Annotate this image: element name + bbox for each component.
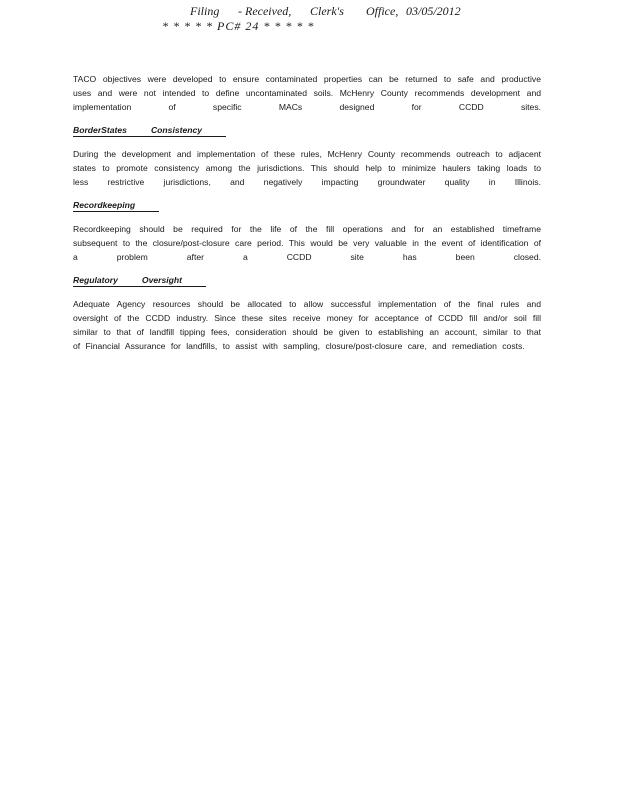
recordkeeping-paragraph: Recordkeeping should be required for the life of the fill operations and for an established timeframe subsequent to the closure/post-closure care period. This would be very valuable in the event of identification of a problem after a CCDD site has been closed. (73, 224, 541, 262)
border-states-paragraph: During the development and implementation of these rules, McHenry County recommends outreach to adjacent states to promote consistency among the jurisdictions. This should help to minimize haulers taking loads to less restrictive jurisdictions, and negatively impacting groundwater quality in Illinois. (73, 149, 541, 187)
regulatory-oversight-paragraph: Adequate Agency resources should be allocated to allow successful implementation of the final rules and oversight of the CCDD industry. Since these sites receive money for acceptance of CCDD fill and/or soil fill similar to that of landfill tipping fees, consideration should be given to establishing an account, similar to that of Financial Assurance for landfills, to assist with sampling, closure/post-closure care, and remediation costs. (73, 299, 541, 351)
stamp-filing: Filing (190, 4, 220, 18)
stamp-date: 03/05/2012 (406, 4, 461, 18)
heading-regulatory-oversight (73, 273, 541, 287)
heading-recordkeeping-text: Recordkeeping (73, 200, 159, 212)
heading-border-states-text: BorderStates Consistency (73, 125, 226, 137)
heading-recordkeeping (73, 198, 541, 212)
heading-regulatory-oversight-text: Regulatory Oversight (73, 275, 206, 287)
filing-stamp-line (150, 4, 480, 19)
document-body (73, 72, 541, 362)
intro-paragraph: TACO objectives were developed to ensure contaminated properties can be returned to safe and productive uses and were not intended to define uncontaminated soils. McHenry County recommends development and implementation of specific MACs designed for CCDD sites. (73, 74, 541, 112)
stamp-clerks: Clerk's (310, 4, 344, 18)
stamp-office: Office, (366, 4, 399, 18)
stamp-pc-number: * * * * * PC# 24 * * * * * (162, 19, 315, 33)
filing-stamp (150, 4, 480, 34)
stamp-received: - Received, (238, 4, 292, 18)
heading-border-states (73, 123, 541, 137)
